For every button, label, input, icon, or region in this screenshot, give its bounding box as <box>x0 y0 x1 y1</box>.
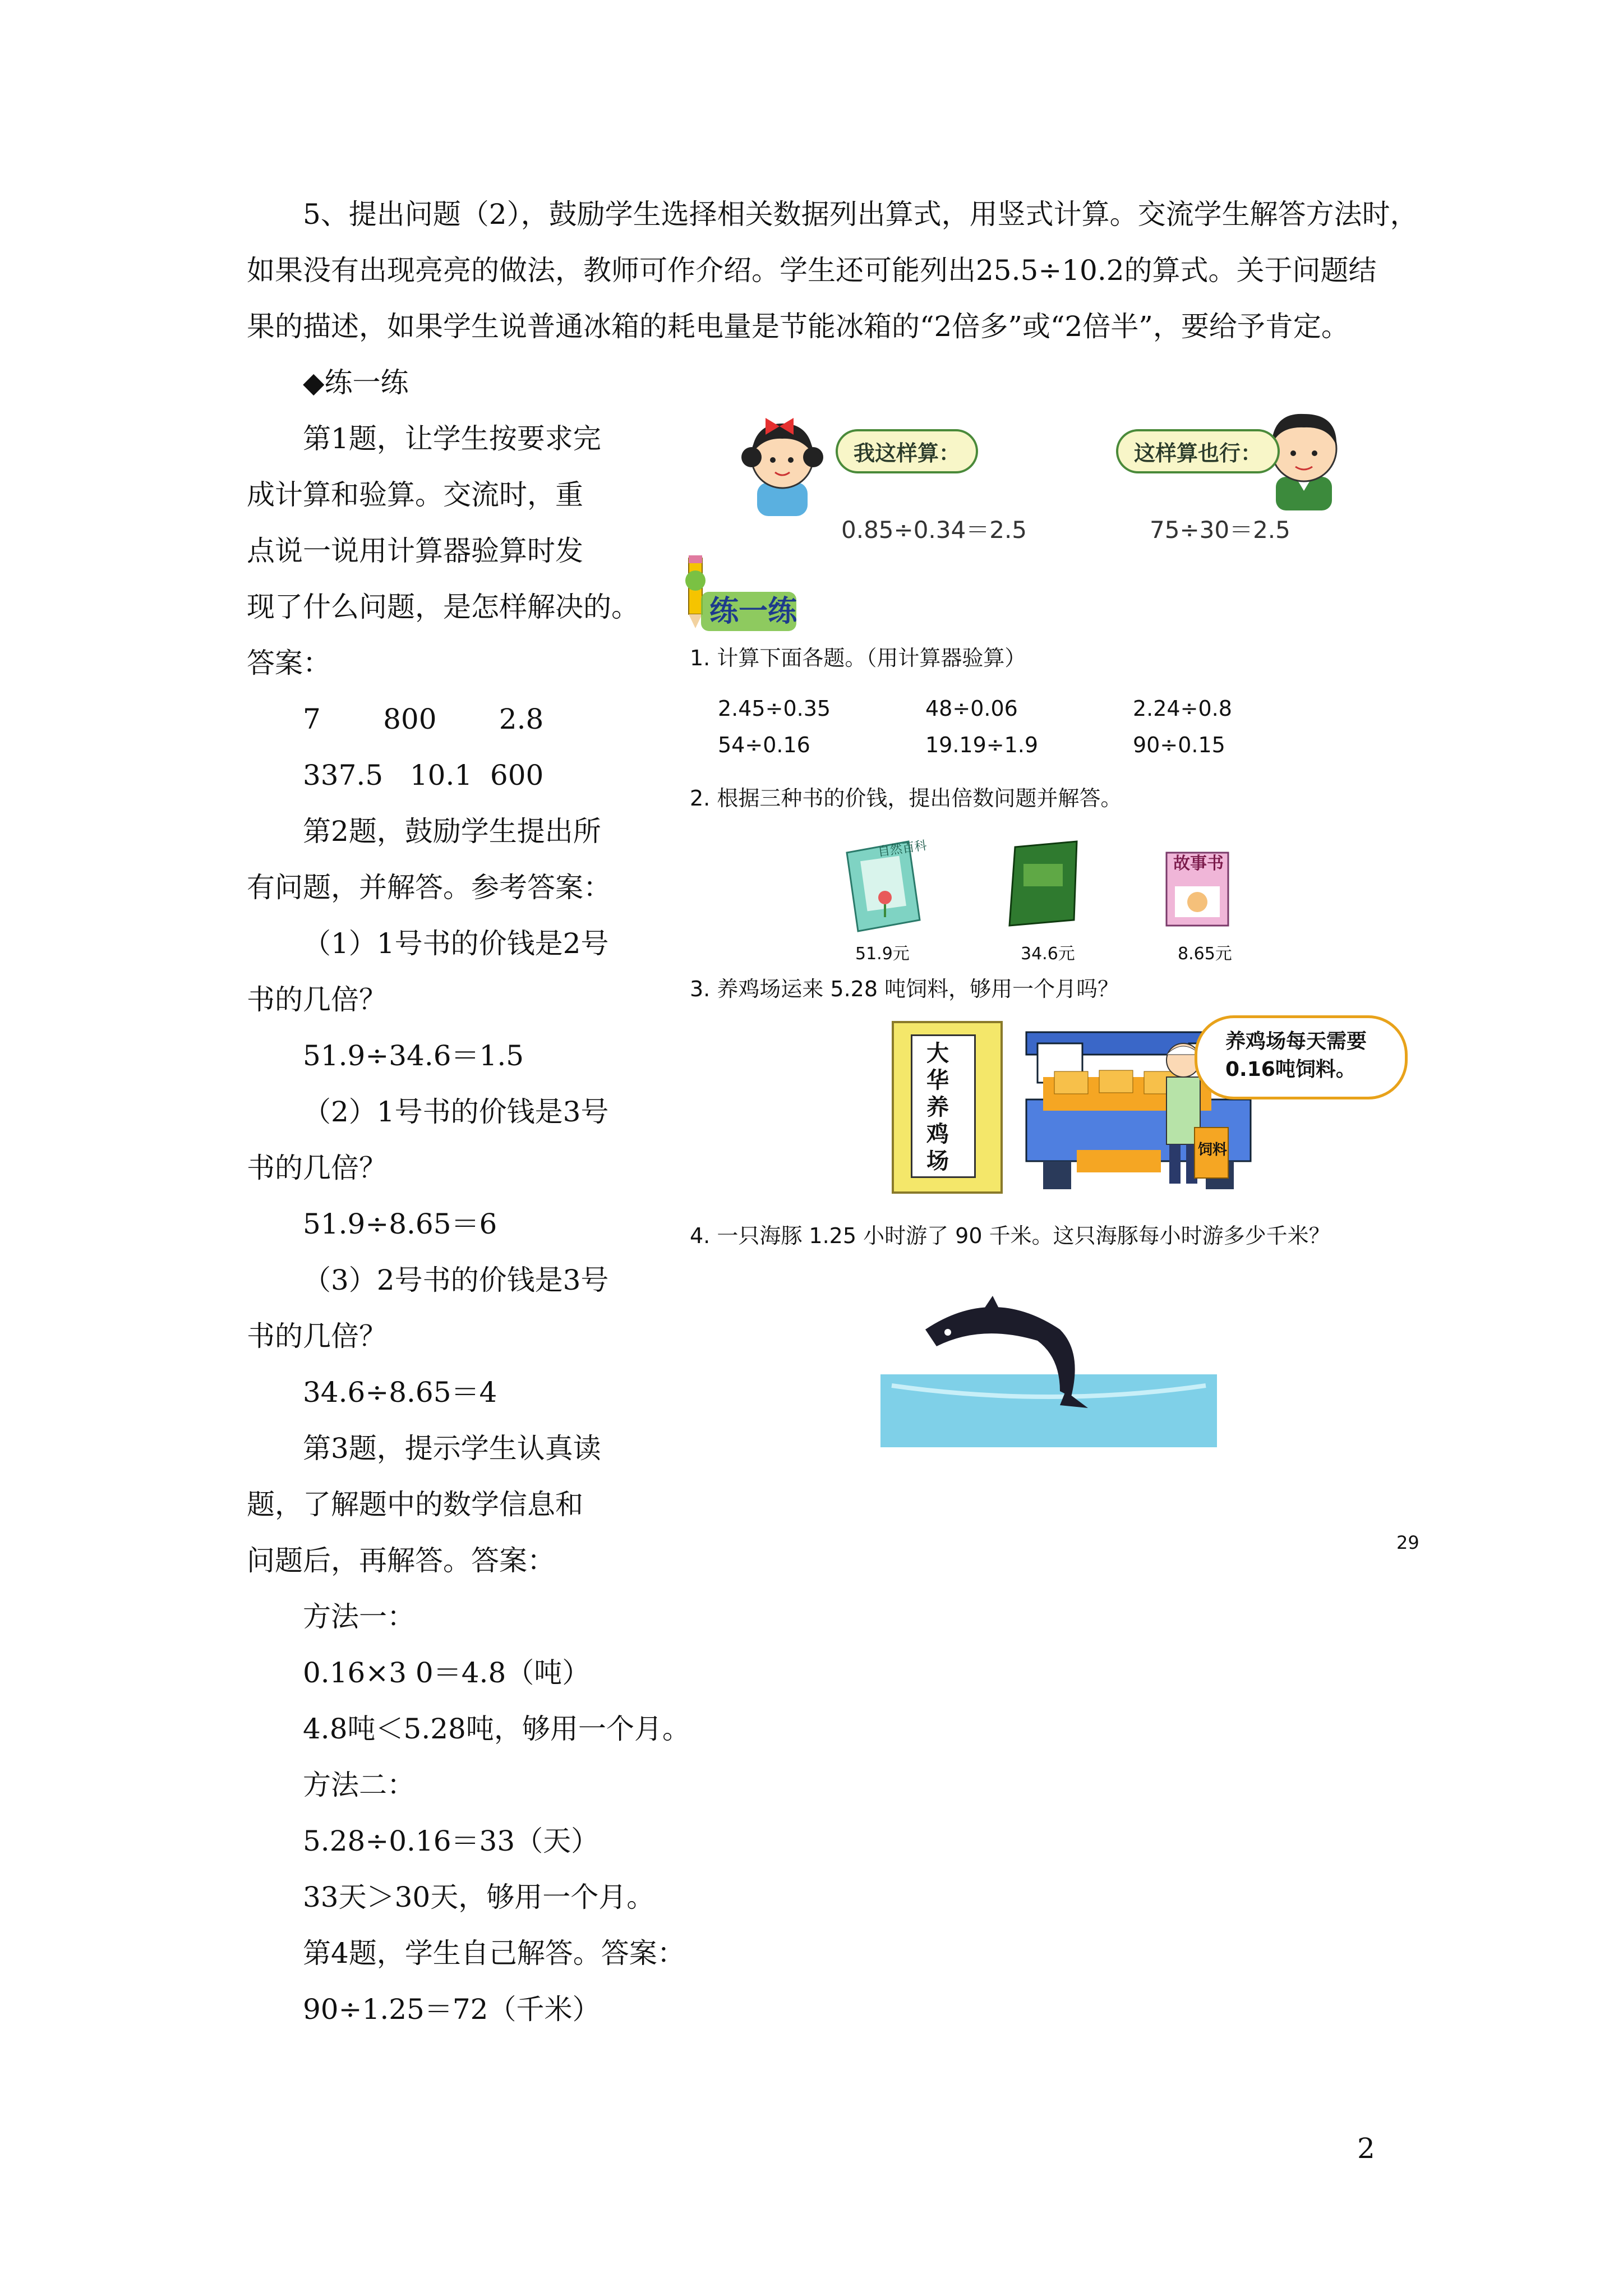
left-line: 33天＞30天，够用一个月。 <box>303 1881 655 1913</box>
practice-title: 练一练 <box>709 595 797 628</box>
paragraph5-line1: 5、提出问题（2），鼓励学生选择相关数据列出算式，用竖式计算。交流学生解答方法时， <box>303 198 1418 231</box>
left-line: 0.16×3 0＝4.8（吨） <box>303 1657 591 1689</box>
left-line: 51.9÷8.65＝6 <box>303 1208 497 1240</box>
left-line: （3）2号书的价钱是3号 <box>303 1264 609 1296</box>
left-line: 34.6÷8.65＝4 <box>303 1376 497 1409</box>
paragraph5-line2: 如果没有出现亮亮的做法，教师可作介绍。学生还可能列出25.5÷10.2的算式。关于问题结 <box>247 254 1377 287</box>
book-3-title: 故事书 <box>1173 854 1224 873</box>
left-line: 7 800 2.8 <box>303 703 544 735</box>
book-3-price: 8.65元 <box>1178 944 1232 964</box>
q1-item: 2.24÷0.8 <box>1133 696 1232 721</box>
left-line: 书的几倍？ <box>247 983 387 1016</box>
boy-speech-bubble: 这样算也行： <box>1116 429 1280 473</box>
left-line: 点说一说用计算器验算时发 <box>247 535 583 567</box>
left-line: 书的几倍？ <box>247 1152 387 1184</box>
left-line: 答案： <box>247 647 331 679</box>
question-3: 3. 养鸡场运来 5.28 吨饲料，够用一个月吗？ <box>690 977 1119 1001</box>
left-line: 方法一： <box>303 1600 415 1633</box>
left-line: 成计算和验算。交流时，重 <box>247 478 583 511</box>
left-line: 现了什么问题，是怎样解决的。 <box>247 591 639 623</box>
question-1: 1. 计算下面各题。（用计算器验算） <box>690 646 1026 670</box>
textbook-page-number: 29 <box>1396 1532 1419 1553</box>
farmer-bubble-line2: 0.16吨饲料。 <box>1225 1058 1356 1081</box>
q1-item: 19.19÷1.9 <box>925 733 1039 757</box>
left-line: 题，了解题中的数学信息和 <box>247 1488 583 1521</box>
question-2: 2. 根据三种书的价钱，提出倍数问题并解答。 <box>690 786 1122 811</box>
left-line: （1）1号书的价钱是2号 <box>303 927 609 960</box>
left-line: 第4题，学生自己解答。答案： <box>303 1937 685 1970</box>
girl-formula: 0.85÷0.34＝2.5 <box>841 516 1027 544</box>
farm-sign-board <box>892 1021 1003 1194</box>
q1-item: 48÷0.06 <box>925 696 1018 721</box>
left-line: 337.5 10.1 600 <box>303 759 544 792</box>
book-2-price: 34.6元 <box>1021 944 1075 964</box>
farmer-bubble-line1: 养鸡场每天需要 <box>1225 1030 1367 1053</box>
left-line: 90÷1.25＝72（千米） <box>303 1993 601 2026</box>
boy-formula: 75÷30＝2.5 <box>1150 516 1290 544</box>
left-line: 第2题，鼓励学生提出所 <box>303 815 601 848</box>
left-line: 4.8吨＜5.28吨，够用一个月。 <box>303 1713 690 1745</box>
q1-item: 54÷0.16 <box>718 733 810 757</box>
practice-heading: ◆练一练 <box>303 366 409 399</box>
question-4: 4. 一只海豚 1.25 小时游了 90 千米。这只海豚每小时游多少千米？ <box>690 1223 1330 1248</box>
feed-bag-label: 饲料 <box>1198 1142 1228 1158</box>
book-1-title: 自然百科 <box>877 839 928 860</box>
left-line: 书的几倍？ <box>247 1320 387 1352</box>
page-number: 2 <box>1357 2132 1375 2165</box>
left-line: 5.28÷0.16＝33（天） <box>303 1825 600 1857</box>
left-line: （2）1号书的价钱是3号 <box>303 1096 609 1128</box>
left-line: 有问题，并解答。参考答案： <box>247 871 611 904</box>
left-line: 51.9÷34.6＝1.5 <box>303 1039 524 1072</box>
dolphin-illustration <box>880 1262 1217 1447</box>
farm-sign-text: 大华养鸡场 <box>926 1041 949 1174</box>
left-line: 问题后，再解答。答案： <box>247 1544 555 1577</box>
left-line: 第3题，提示学生认真读 <box>303 1432 601 1465</box>
left-line: 方法二： <box>303 1769 415 1801</box>
left-line: 第1题，让学生按要求完 <box>303 422 601 455</box>
paragraph5-line3: 果的描述，如果学生说普通冰箱的耗电量是节能冰箱的“2倍多”或“2倍半”，要给予肯定。 <box>247 310 1349 343</box>
q1-item: 90÷0.15 <box>1133 733 1225 757</box>
book-2-illustration <box>1004 836 1082 931</box>
girl-illustration <box>735 404 824 516</box>
girl-speech-bubble: 我这样算： <box>836 429 978 473</box>
book-1-price: 51.9元 <box>855 944 910 964</box>
q1-item: 2.45÷0.35 <box>718 696 831 721</box>
